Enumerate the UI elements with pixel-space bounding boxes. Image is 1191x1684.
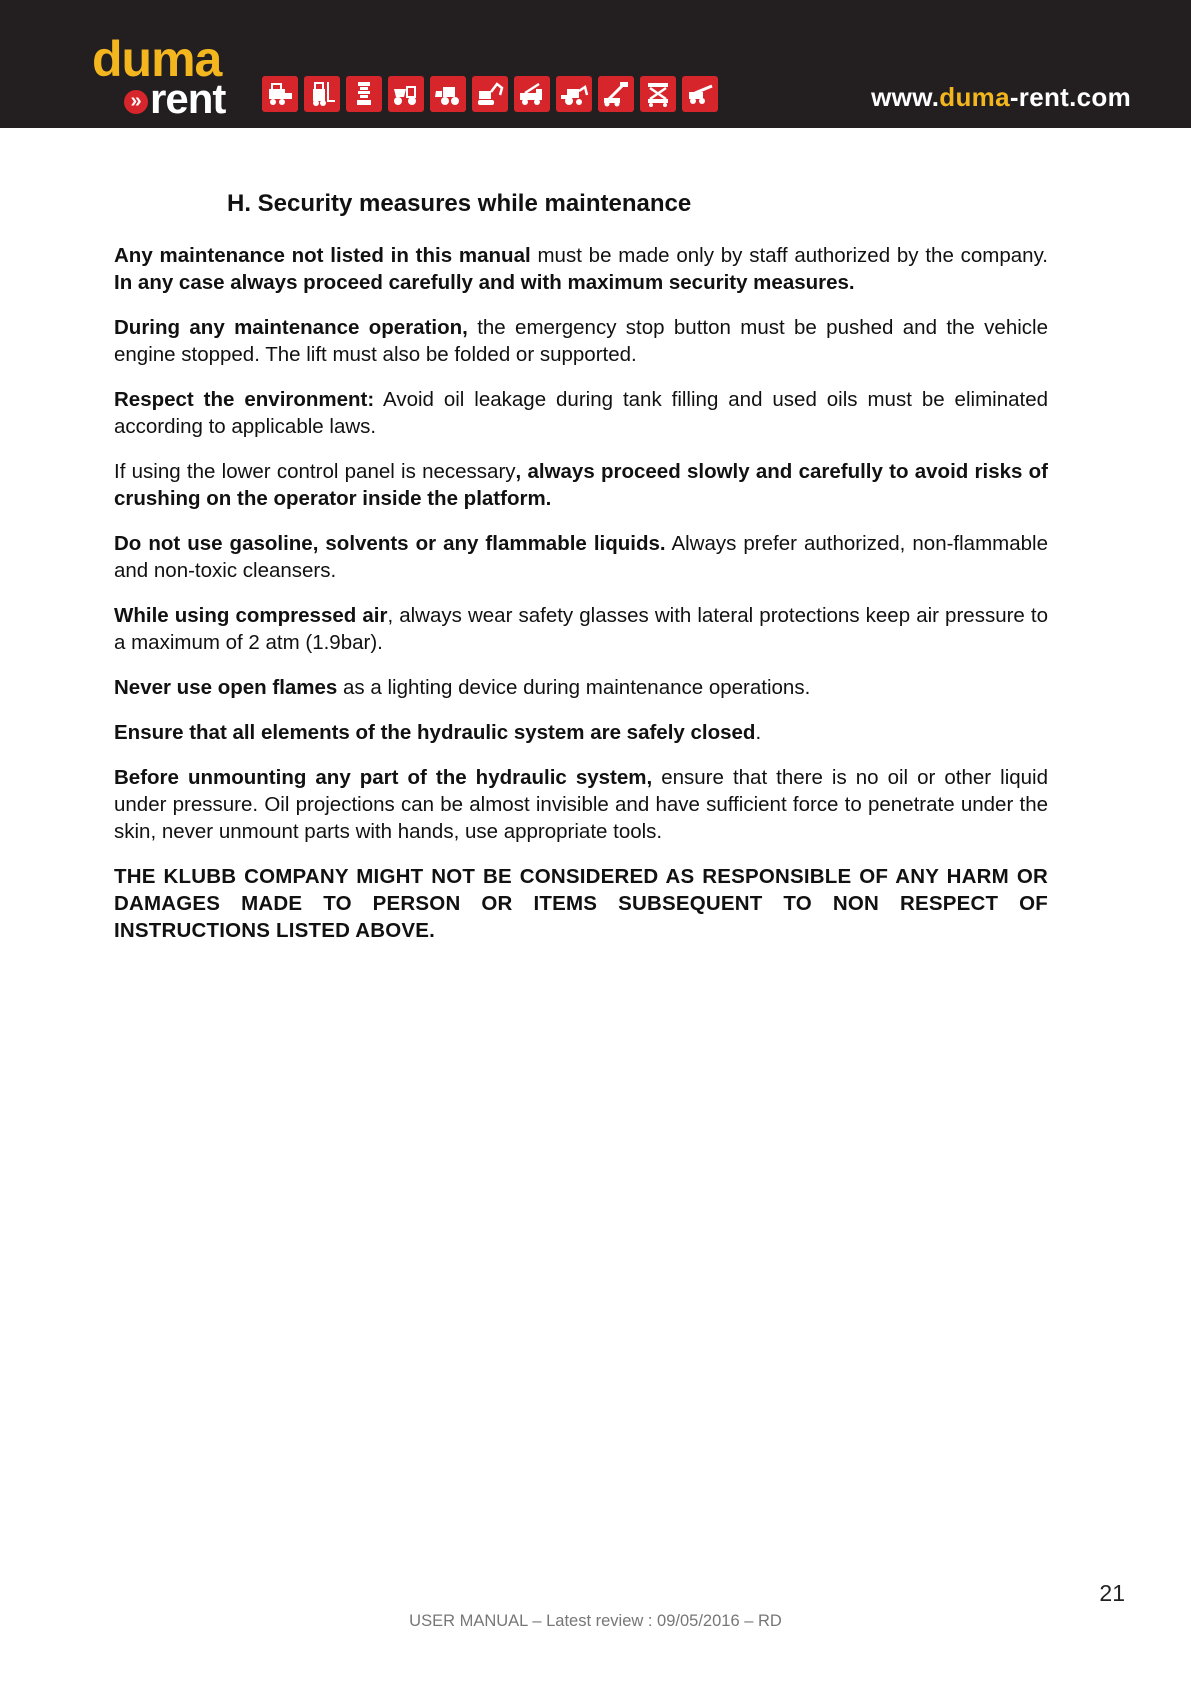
bold-text: Do not use gasoline, solvents or any flammable liquids. <box>114 532 666 555</box>
paragraph-flammable-liquids <box>114 530 1048 584</box>
skid-steer-icon <box>262 76 298 112</box>
paragraph-maintenance-not-listed <box>114 242 1048 296</box>
body-text: as a lighting device during maintenance operations. <box>337 676 811 699</box>
body-text: , always wear safety glasses with lateral protections keep air pressure to a maximum of 2 atm (1.9bar). <box>114 604 1048 654</box>
website-url[interactable] <box>871 82 1131 113</box>
body-text: Avoid oil leakage during tank filling and used oils must be eliminated according to applicable laws. <box>114 388 1048 438</box>
dumper-icon <box>388 76 424 112</box>
body-text: If using the lower control panel is necessary <box>114 460 516 483</box>
bold-text: , always proceed slowly and carefully to avoid risks of crushing on the operator inside the platform. <box>114 460 1048 510</box>
footer-text: USER MANUAL – Latest review : 09/05/2016 – RD <box>409 1612 782 1630</box>
main-content <box>114 186 1048 962</box>
telehandler-icon <box>682 76 718 112</box>
paragraph-lower-control-panel <box>114 458 1048 512</box>
bold-text: During any maintenance operation, <box>114 316 468 339</box>
paragraph-hydraulic-closed <box>114 719 1048 746</box>
scissor-lift-icon <box>640 76 676 112</box>
page-header <box>0 0 1191 128</box>
backhoe-icon <box>556 76 592 112</box>
paragraph-maintenance-operation <box>114 314 1048 368</box>
url-suffix: -rent.com <box>1009 82 1131 112</box>
boom-lift-icon <box>598 76 634 112</box>
page-number: 21 <box>1099 1580 1125 1606</box>
paragraph-compressed-air <box>114 602 1048 656</box>
bold-text: Before unmounting any part of the hydraulic system, <box>114 766 653 789</box>
paragraph-environment <box>114 386 1048 440</box>
logo-duma-text: duma <box>92 31 222 87</box>
body-text: ensure that there is no oil or other liquid under pressure. Oil projections can be almost invisible and have sufficient force to penetrate under the skin, never unmount parts with hands, use appropriate tools. <box>114 766 1049 843</box>
wheel-loader-icon <box>430 76 466 112</box>
paragraph-open-flames <box>114 674 1048 701</box>
crane-truck-icon <box>514 76 550 112</box>
logo-rent-text: rent <box>150 75 226 122</box>
url-highlight: duma <box>939 82 1010 112</box>
bold-text: Never use open flames <box>114 676 338 699</box>
disclaimer: THE KLUBB COMPANY MIGHT NOT BE CONSIDERED AS RESPONSIBLE OF ANY HARM OR DAMAGES MADE TO PERSON OR ITEMS SUBSEQUENT TO NON RESPECT OF INSTRUCTIONS LISTED ABOVE. <box>114 865 1048 942</box>
paragraph-hydraulic-unmounting <box>114 764 1048 845</box>
body-text: the emergency stop button must be pushed and the vehicle engine stopped. The lift must also be folded or supported. <box>114 316 1048 366</box>
duma-rent-logo <box>92 31 242 122</box>
section-title: H. Security measures while maintenance <box>227 190 692 217</box>
url-prefix: www. <box>871 82 940 112</box>
bold-text: Respect the environment: <box>114 388 375 411</box>
forklift-icon <box>304 76 340 112</box>
body-text: must be made only by staff authorized by the company. <box>530 244 1048 267</box>
body-text: Always prefer authorized, non-flammable and non-toxic cleansers. <box>114 532 1048 582</box>
excavator-icon <box>472 76 508 112</box>
logo-arrow-icon: » <box>124 90 148 114</box>
bold-text: Any maintenance not listed in this manual <box>114 244 531 267</box>
machine-icons-strip <box>262 76 718 112</box>
bold-text: While using compressed air <box>114 604 388 627</box>
body-text: . <box>755 721 762 744</box>
bold-text: Ensure that all elements of the hydraulic system are safely closed <box>114 721 756 744</box>
compactor-icon <box>346 76 382 112</box>
bold-text: In any case always proceed carefully and with maximum security measures. <box>114 271 855 294</box>
